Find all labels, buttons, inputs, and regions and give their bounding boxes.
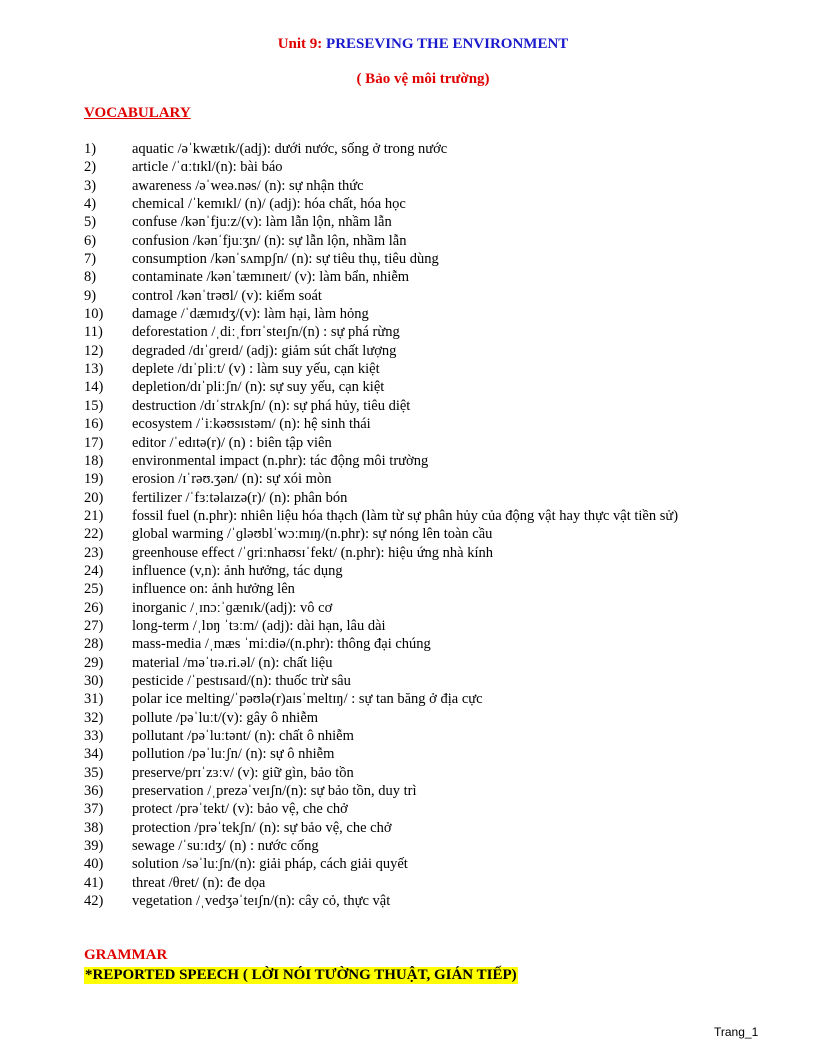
vocab-entry: long-term /ˌlɒŋ ˈtɜːm/ (adj): dài hạn, lâu dài [132, 617, 386, 634]
vocab-number: 22) [84, 526, 104, 543]
vocab-entry: damage /ˈdæmɪdʒ/(v): làm hại, làm hỏng [132, 306, 369, 323]
vocab-number: 10) [84, 306, 104, 323]
vocab-item [84, 764, 784, 782]
vocab-item [84, 323, 784, 341]
vocab-number: 2) [84, 159, 97, 176]
vocab-entry: awareness /əˈweə.nəs/ (n): sự nhận thức [132, 177, 364, 194]
vocab-item [84, 213, 784, 231]
vocab-item [84, 672, 784, 690]
vocab-number: 36) [84, 783, 104, 800]
vocab-item [84, 855, 784, 873]
vocab-number: 18) [84, 452, 104, 469]
page-number: Trang_1 [714, 1025, 759, 1039]
vocab-entry: inorganic /ˌɪnɔːˈɡænɪk/(adj): vô cơ [132, 599, 333, 616]
vocab-number: 27) [84, 617, 104, 634]
vocab-item [84, 525, 784, 543]
vocab-number: 28) [84, 636, 104, 653]
vocab-number: 12) [84, 342, 104, 359]
vocab-number: 19) [84, 471, 104, 488]
vocab-number: 5) [84, 214, 97, 231]
vocab-entry: degraded /dɪˈɡreɪd/ (adj): giảm sút chất lượng [132, 342, 397, 359]
vocab-item [84, 690, 784, 708]
vocab-item [84, 140, 784, 158]
vocab-entry: confuse /kənˈfjuːz/(v): làm lẫn lộn, nhầm lẫn [132, 214, 392, 231]
vocab-number: 31) [84, 691, 104, 708]
vocab-number: 41) [84, 874, 104, 891]
vocab-entry: pollute /pəˈluːt/(v): gây ô nhiễm [132, 709, 319, 726]
vocab-number: 38) [84, 819, 104, 836]
vocab-item [84, 305, 784, 323]
vocab-number: 15) [84, 397, 104, 414]
vocab-entry: greenhouse effect /ˈɡriːnhaʊsɪˈfekt/ (n.phr): hiệu ứng nhà kính [132, 544, 494, 561]
vocab-entry: article /ˈɑːtɪkl/(n): bài báo [132, 159, 283, 176]
vocab-number: 11) [84, 324, 103, 341]
vocab-entry: erosion /ɪˈrəʊ.ʒən/ (n): sự xói mòn [132, 471, 332, 488]
vocab-entry: fertilizer /ˈfɜːtəlaɪzə(r)/ (n): phân bón [132, 489, 348, 506]
vocab-number: 25) [84, 581, 104, 598]
vocab-item [84, 635, 784, 653]
vocab-entry: protect /prəˈtekt/ (v): bảo vệ, che chở [132, 801, 348, 818]
vocab-item [84, 819, 784, 837]
vocab-number: 33) [84, 728, 104, 744]
vocab-entry: deforestation /ˌdiːˌfɒrɪˈsteɪʃn/(n) : sự phá rừng [132, 324, 400, 341]
vocab-number: 30) [84, 672, 104, 689]
vocab-item [84, 452, 784, 470]
vocab-item [84, 562, 784, 580]
vocab-number: 32) [84, 709, 104, 726]
vocab-number: 24) [84, 562, 104, 579]
vocab-entry: material /məˈtɪə.ri.əl/ (n): chất liệu [132, 654, 333, 671]
vocab-number: 26) [84, 599, 104, 616]
vocab-item [84, 580, 784, 598]
vocab-number: 40) [84, 856, 104, 873]
page-title [0, 36, 816, 53]
vocab-item [84, 709, 784, 727]
vocab-number: 4) [84, 196, 97, 213]
vocab-item [84, 727, 784, 745]
vocab-item [84, 360, 784, 378]
vocabulary-list [84, 140, 784, 910]
vocab-item [84, 195, 784, 213]
vocab-item [84, 177, 784, 195]
vocab-number: 13) [84, 361, 104, 378]
vocab-number: 39) [84, 838, 104, 855]
vocab-entry: editor /ˈedɪtə(r)/ (n) : biên tập viên [132, 434, 332, 451]
vocab-entry: confusion /kənˈfjuːʒn/ (n): sự lẫn lộn, nhầm lẫn [132, 232, 407, 249]
vocab-entry: pollution /pəˈluːʃn/ (n): sự ô nhiễm [132, 746, 335, 763]
vocab-entry: contaminate /kənˈtæmɪneɪt/ (v): làm bẩn, nhiễm [132, 269, 410, 286]
vocab-item [84, 782, 784, 800]
vocab-item [84, 544, 784, 562]
vocab-item [84, 158, 784, 176]
vocab-entry: chemical /ˈkemɪkl/ (n)/ (adj): hóa chất, hóa học [132, 196, 406, 213]
vocab-entry: pollutant /pəˈluːtənt/ (n): chất ô nhiễm [132, 728, 354, 744]
vocab-entry: control /kənˈtrəʊl/ (v): kiểm soát [132, 287, 322, 304]
vocab-item [84, 378, 784, 396]
vocab-item [84, 287, 784, 305]
vocab-item [84, 617, 784, 635]
vocab-item [84, 415, 784, 433]
vocab-number: 20) [84, 489, 104, 506]
vocab-item [84, 507, 784, 525]
vocab-entry: depletion/dɪˈpliːʃn/ (n): sự suy yếu, cạn kiệt [132, 379, 385, 396]
vocab-item [84, 434, 784, 452]
vocab-number: 17) [84, 434, 104, 451]
vocab-entry: polar ice melting/ˈpəʊlə(r)aɪsˈmeltɪŋ/ : sự tan băng ở địa cực [132, 691, 483, 708]
unit-title: PRESEVING THE ENVIRONMENT [326, 36, 569, 52]
vocab-entry: influence on: ảnh hưởng lên [132, 581, 295, 598]
vocab-entry: vegetation /ˌvedʒəˈteɪʃn/(n): cây cỏ, thực vật [132, 893, 391, 910]
vocab-item [84, 874, 784, 892]
vocab-number: 8) [84, 269, 97, 286]
vocab-item [84, 489, 784, 507]
vocab-item [84, 599, 784, 617]
vocab-entry: environmental impact (n.phr): tác động môi trường [132, 452, 429, 469]
vocab-entry: preserve/prɪˈzɜːv/ (v): giữ gìn, bảo tồn [132, 764, 354, 781]
vocab-item [84, 745, 784, 763]
vocab-number: 9) [84, 287, 97, 304]
vocab-number: 23) [84, 544, 104, 561]
vocab-entry: destruction /dɪˈstrʌkʃn/ (n): sự phá hủy, tiêu diệt [132, 397, 411, 414]
vocab-item [84, 654, 784, 672]
vocab-number: 7) [84, 251, 97, 268]
vocab-item [84, 342, 784, 360]
vocab-item [84, 268, 784, 286]
vocabulary-heading: VOCABULARY [84, 105, 191, 121]
vocab-number: 35) [84, 764, 104, 781]
vocab-number: 21) [84, 507, 104, 524]
grammar-heading: GRAMMAR [84, 947, 168, 963]
vocab-entry: fossil fuel (n.phr): nhiên liệu hóa thạch (làm từ sự phân hủy của động vật hay thực vật tiền sử) [132, 507, 679, 524]
vocab-entry: mass-media /ˌmæs ˈmiːdiə/(n.phr): thông đại chúng [132, 636, 431, 653]
vocab-number: 16) [84, 416, 104, 433]
vocab-entry: influence (v,n): ảnh hưởng, tác dụng [132, 562, 343, 579]
vocab-item [84, 250, 784, 268]
vocab-entry: deplete /dɪˈpliːt/ (v) : làm suy yếu, cạn kiệt [132, 361, 380, 378]
vocab-item [84, 892, 784, 910]
page-subtitle: ( Bảo vệ môi trường) [356, 71, 490, 87]
vocab-item [84, 800, 784, 818]
vocab-number: 37) [84, 801, 104, 818]
vocab-number: 29) [84, 654, 104, 671]
vocab-number: 3) [84, 177, 97, 194]
vocab-entry: preservation /ˌprezəˈveɪʃn/(n): sự bảo tồn, duy trì [132, 783, 417, 800]
vocab-item [84, 837, 784, 855]
vocab-entry: solution /səˈluːʃn/(n): giải pháp, cách giải quyết [132, 856, 408, 873]
vocab-number: 1) [84, 141, 97, 157]
vocab-item [84, 232, 784, 250]
vocab-entry: aquatic /əˈkwætɪk/(adj): dưới nước, sống ở trong nước [132, 141, 448, 157]
unit-label: Unit 9: [277, 36, 323, 52]
vocab-entry: threat /θret/ (n): đe dọa [132, 874, 266, 891]
vocab-entry: ecosystem /ˈiːkəʊsɪstəm/ (n): hệ sinh thái [132, 416, 371, 433]
vocab-number: 34) [84, 746, 104, 763]
vocab-item [84, 470, 784, 488]
vocab-number: 6) [84, 232, 97, 249]
vocab-entry: consumption /kənˈsʌmpʃn/ (n): sự tiêu thụ, tiêu dùng [132, 251, 439, 268]
reported-speech-heading: *REPORTED SPEECH ( LỜI NÓI TƯỜNG THUẬT, GIÁN TIẾP) [85, 967, 517, 983]
vocab-entry: global warming /ˈɡləʊblˈwɔːmɪŋ/(n.phr): sự nóng lên toàn cầu [132, 526, 493, 543]
vocab-entry: sewage /ˈsuːɪdʒ/ (n) : nước cống [132, 838, 319, 855]
vocab-entry: protection /prəˈtekʃn/ (n): sự bảo vệ, che chở [132, 819, 392, 836]
vocab-entry: pesticide /ˈpestɪsaɪd/(n): thuốc trừ sâu [132, 672, 351, 689]
vocab-item [84, 397, 784, 415]
vocab-number: 14) [84, 379, 104, 396]
vocab-number: 42) [84, 893, 104, 910]
